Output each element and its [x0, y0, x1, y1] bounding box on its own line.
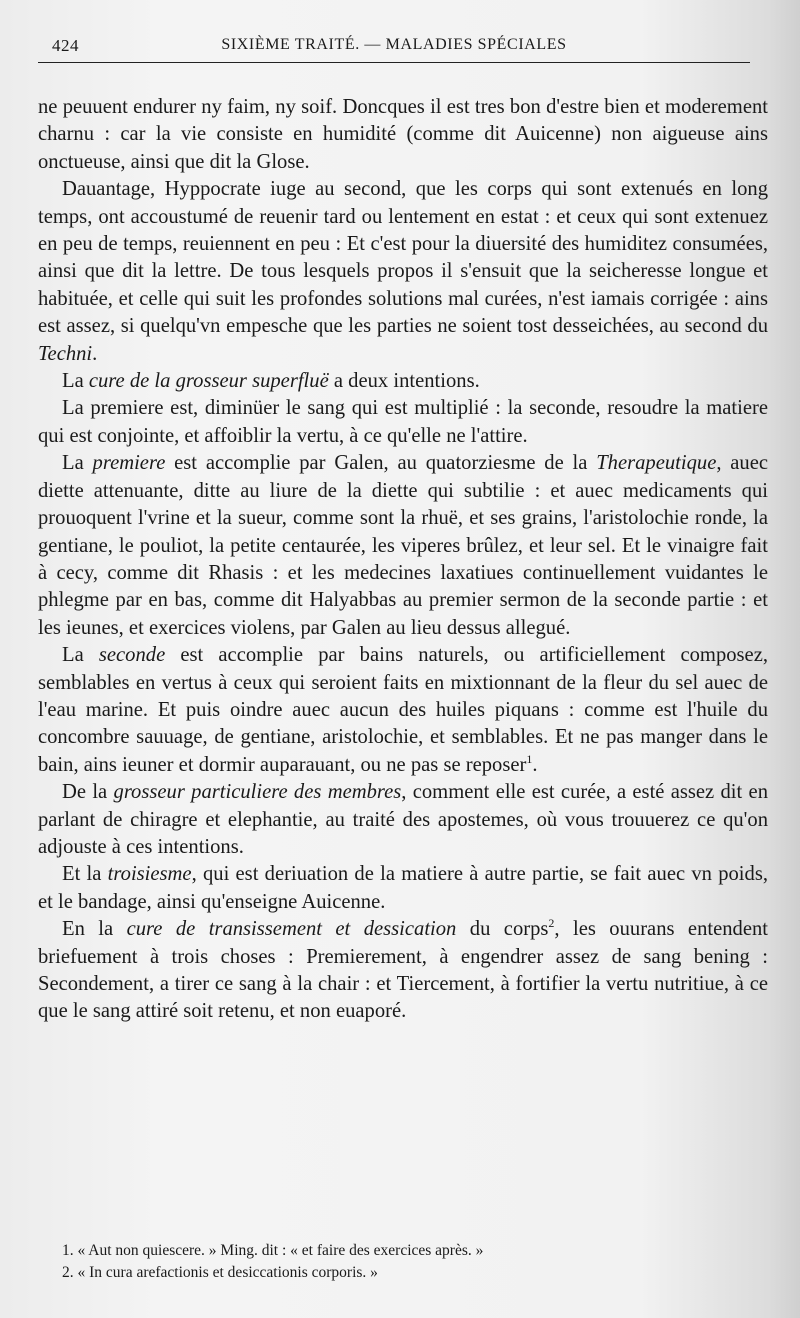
paragraph-1: ne peuuent endurer ny faim, ny soif. Doncques il est tres bon d'estre bien et moderement charnu : car la vie consiste en humidité (comme dit Auicenne) non aigueuse ains onctueuse, ainsi que dit la Glose.: [38, 96, 768, 173]
italic-phrase: cure de transissement et dessication: [126, 918, 457, 941]
footnotes: [62, 1240, 762, 1284]
paragraph-4: La premiere est, diminüer le sang qui est multiplié : la seconde, resoudre la matiere qui est conjointe, et affoiblir la vertu, à ce qu'elle ne l'attire.: [38, 397, 768, 447]
paragraph-9: En la cure de transissement et dessication du corps$^2$, les ouurans entendent briefuement à trois choses : Premierement, à engendrer assez de sang bening : Secondement, a tirer ce sang à la chair : et Tiercement, à fortifier la vertu nutritiue, à ce que le sang attiré soit retenu, et non euaporé.: [38, 916, 768, 1023]
footnote-ref-1: 1: [526, 751, 533, 766]
paragraph-8: Et la troisiesme, qui est deriuation de la matiere à autre partie, se fait auec vn poids, et le bandage, ainsi qu'enseigne Auicenne.: [38, 863, 768, 913]
italic-phrase: cure de la grosseur superfluë: [88, 370, 329, 393]
paragraph-5: La premiere est accomplie par Galen, au quatorziesme de la Therapeutique, auec diette attenuante, ditte au liure de la diette qui subtilie : et auec medicaments qui prouoquent l'vrine et la sueur, comme sont la rhuë, et ses grains, l'aristolochie ronde, la gentiane, le pouliot, la petite centaurée, les viperes brûlez, et leur sel. Et le vinaigre fait à cecy, comme dit Rhasis : et les medecines laxatiues continuellement vuidantes le phlegme par en bas, comme dit Halyabbas au premier sermon de la seconde partie : et les ieunes, et exercices violens, par Galen au lieu dessus allegué.: [38, 452, 769, 639]
paragraph-6: La seconde est accomplie par bains naturels, ou artificiellement composez, semblables en vertus à ceux qui seroient faits en mixtionnant de la fleur du sel auec de l'eau marine. Et puis oindre auec aucun des huiles piquans : comme est l'huile du concombre sauuage, de gentiane, aristolochie, et semblables. Et ne pas manger dans le bain, ains ieuner et dormir auparauant, ou ne pas se reposer$^1$.: [38, 644, 768, 776]
paragraph-3: La cure de la grosseur superfluë a deux intentions.: [62, 370, 480, 393]
paragraph-7: De la grosseur particuliere des membres, comment elle est curée, a esté assez dit en parlant de chiragre et elephantie, au traité des apostemes, où vous trouuerez ce qu'on adjouste à ces intentions.: [38, 781, 768, 858]
italic-title: Techni: [38, 342, 93, 365]
running-title: SIXIÈME TRAITÉ. — MALADIES SPÉCIALES: [221, 36, 567, 53]
italic-phrase: seconde: [98, 644, 166, 667]
italic-phrase: premiere: [92, 452, 166, 475]
footnote-1: 1. « Aut non quiescere. » Ming. dit : « et faire des exercices après. »: [62, 1242, 484, 1259]
footnote-ref-2: 2: [548, 916, 555, 931]
italic-phrase: troisiesme: [107, 863, 192, 886]
page-number: 424: [52, 36, 79, 55]
paragraph-2: Dauantage, Hyppocrate iuge au second, que les corps qui sont extenués en long temps, ont accoustumé de reuenir tard ou lentement en estat : et ceux qui sont extenuez en peu de temps, reuiennent en peu : Et c'est pour la diuersité des humiditez consumées, ainsi que dit la lettre. De tous lesquels propos il s'ensuit que la seicheresse longue et habituée, et celle qui suit les profondes solutions mal curées, n'est iamais corrigée : ains est assez, si quelqu'vn empesche que les parties ne soient tost desseichées, au second du Techni.: [38, 178, 768, 365]
footnote-2: 2. « In cura arefactionis et desiccationis corporis. »: [62, 1264, 378, 1281]
italic-title: Therapeutique: [596, 452, 717, 475]
italic-phrase: grosseur particuliere des membres: [113, 781, 402, 804]
page-header: [38, 32, 750, 63]
main-text: [38, 94, 768, 1026]
